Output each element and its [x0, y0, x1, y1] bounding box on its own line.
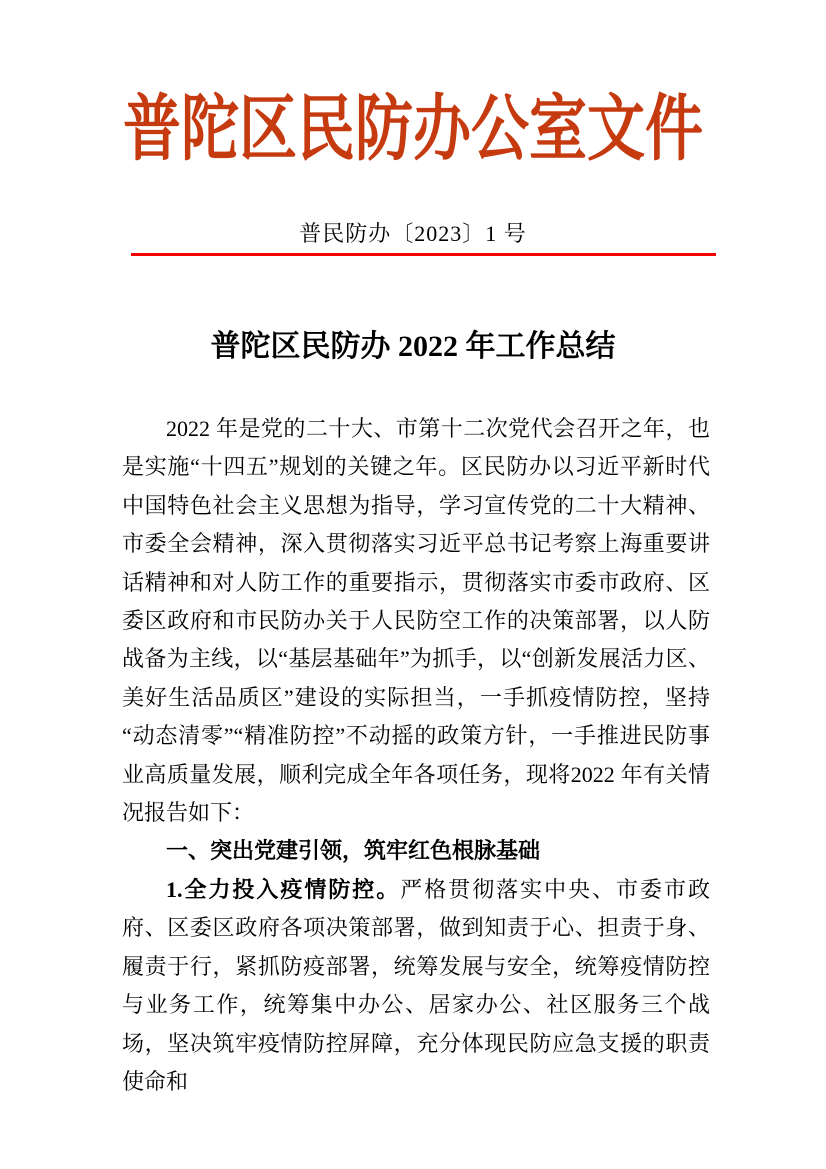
document-header-title: 普陀区民防办公室文件 — [122, 89, 703, 170]
item-lead: 1.全力投入疫情防控。 — [166, 876, 401, 902]
document-body — [122, 410, 710, 1101]
section-heading: 一、突出党建引领，筑牢红色根脉基础 — [166, 838, 541, 864]
item-paragraph — [122, 871, 710, 1101]
item-text: 严格贯彻落实中央、市委市政府、区委区政府各项决策部署，做到知责于心、担责于身、履责于行，紧抓防疫部署，统筹发展与安全，统筹疫情防控与业务工作，统筹集中办公、居家办公、社区服务三个战场，坚决筑牢疫情防控屏障，充分体现民防应急支援的职责使命和 — [122, 876, 710, 1094]
intro-paragraph: 2022 年是党的二十大、市第十二次党代会召开之年，也是实施“十四五”规划的关键之年。区民防办以习近平新时代中国特色社会主义思想为指导，学习宣传党的二十大精神、市委全会精神，深入贯彻落实习近平总书记考察上海重要讲话精神和对人防工作的重要指示，贯彻落实市委市政府、区委区政府和市民防办关于人民防空工作的决策部署，以人防战备为主线，以“基层基础年”为抓手，以“创新发展活力区、美好生活品质区”建设的实际担当，一手抓疫情防控，坚持“动态清零”“精准防控”不动摇的政策方针，一手推进民防事业高质量发展，顺利完成全年各项任务，现将2022 年有关情况报告如下： — [122, 416, 710, 826]
red-divider-line — [131, 253, 716, 256]
document-title: 普陀区民防办 2022 年工作总结 — [210, 330, 616, 363]
document-number: 普民防办〔2023〕1 号 — [299, 221, 527, 246]
